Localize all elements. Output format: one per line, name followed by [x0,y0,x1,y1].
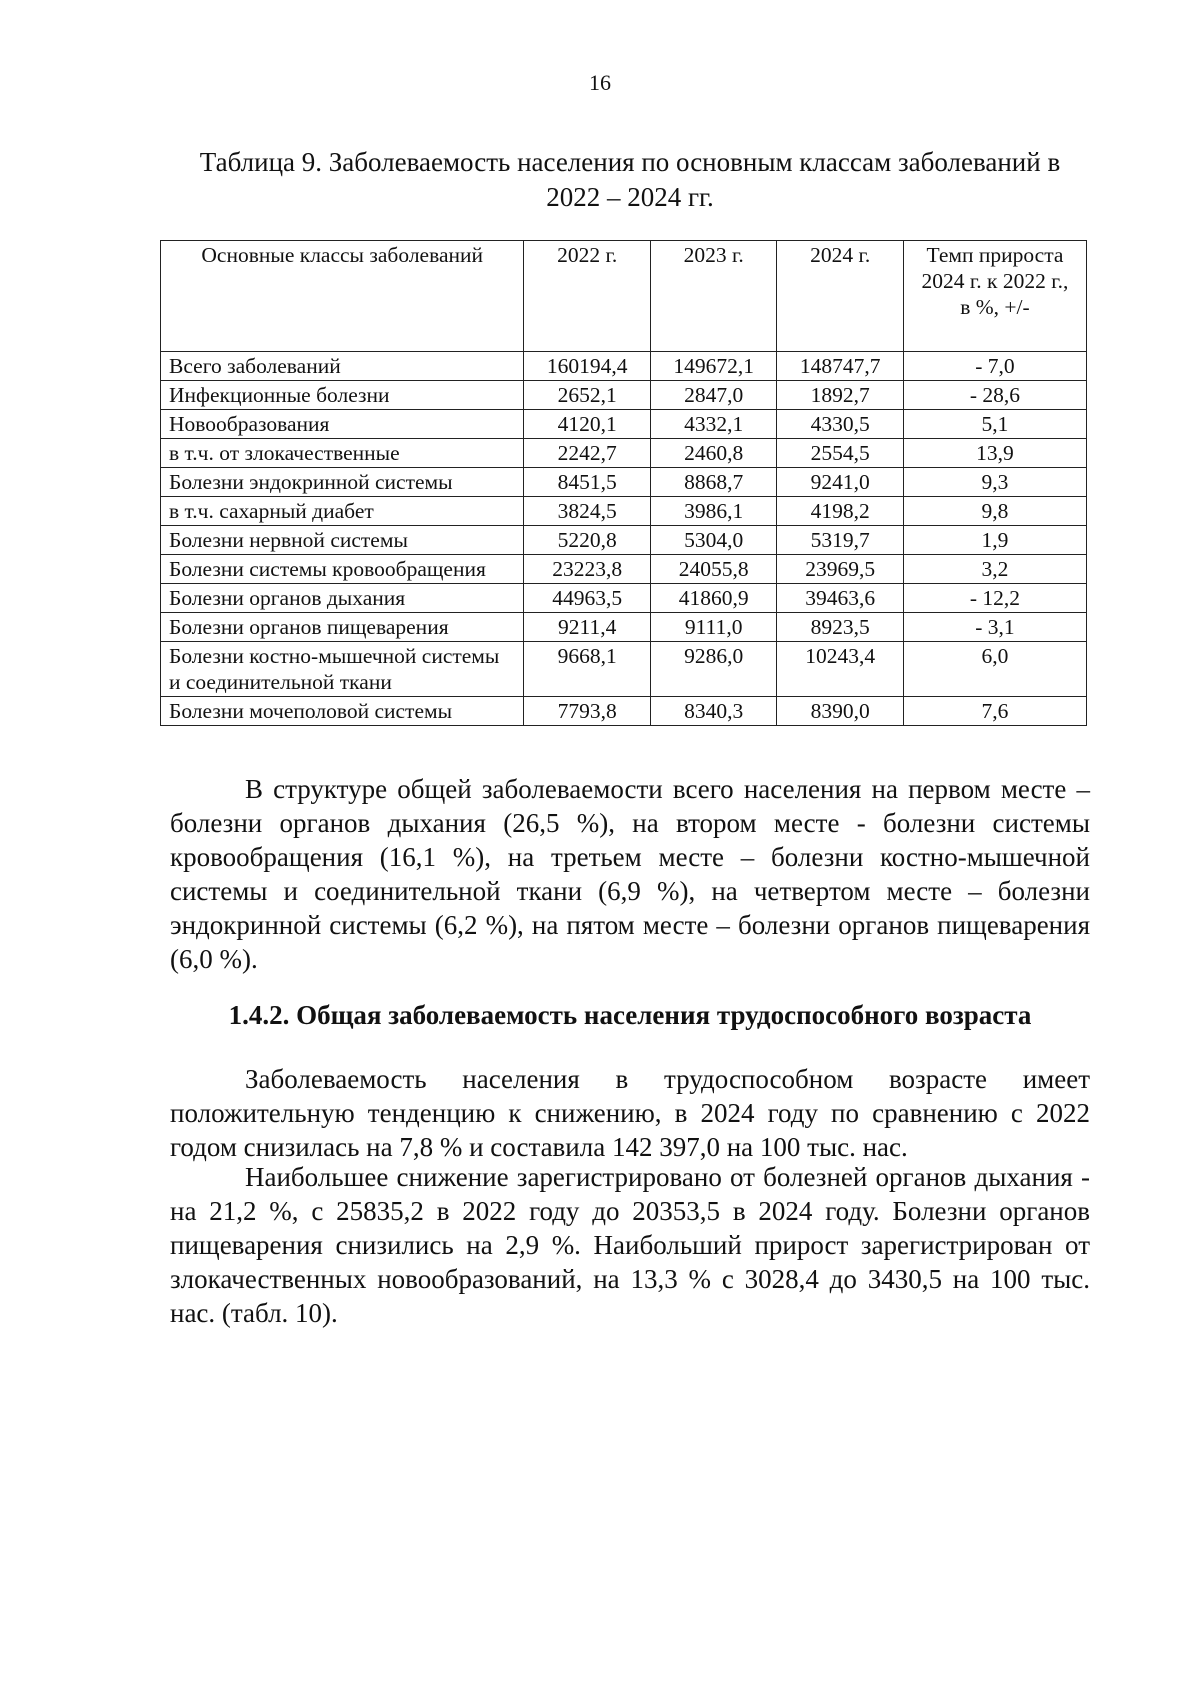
row-value-2023: 24055,8 [650,555,777,584]
row-value-2024: 23969,5 [777,555,904,584]
row-value-2022: 44963,5 [524,584,651,613]
row-disease-name: Болезни органов дыхания [161,584,524,613]
row-growth-rate: 9,3 [903,468,1086,497]
row-growth-rate: - 28,6 [903,381,1086,410]
header-growth-rate [903,241,1086,352]
row-value-2022: 8451,5 [524,468,651,497]
row-growth-rate: 9,8 [903,497,1086,526]
row-value-2023: 9286,0 [650,642,777,697]
row-value-2023: 149672,1 [650,352,777,381]
table-body [161,352,1087,726]
header-year-2023: 2023 г. [650,241,777,352]
row-value-2024: 4330,5 [777,410,904,439]
section-heading: 1.4.2. Общая заболеваемость населения трудоспособного возраста [228,1000,1032,1030]
header-disease-class: Основные классы заболеваний [161,241,524,352]
table-row [161,352,1087,381]
row-value-2024: 148747,7 [777,352,904,381]
table-row [161,468,1087,497]
row-value-2023: 41860,9 [650,584,777,613]
table-row [161,613,1087,642]
row-growth-rate: 1,9 [903,526,1086,555]
row-disease-name: Болезни мочеполовой системы [161,697,524,726]
table-row [161,497,1087,526]
row-value-2022: 3824,5 [524,497,651,526]
row-growth-rate: - 12,2 [903,584,1086,613]
table-row [161,381,1087,410]
row-value-2023: 8868,7 [650,468,777,497]
row-value-2023: 5304,0 [650,526,777,555]
structure-paragraph: В структуре общей заболеваемости всего населения на первом месте – болезни органов дыхания (26,5 %), на втором месте - болезни системы кровообращения (16,1 %), на третьем месте – болезни костно-мышечной системы и соединительной ткани (6,9 %), на четвертом месте – болезни эндокринной системы (6,2 %), на пятом месте – болезни органов пищеварения (6,0 %). [170,774,1090,974]
row-disease-name: Болезни системы кровообращения [161,555,524,584]
row-disease-name: в т.ч. от злокачественные [161,439,524,468]
row-value-2022: 160194,4 [524,352,651,381]
row-growth-rate: 6,0 [903,642,1086,697]
row-value-2022: 2242,7 [524,439,651,468]
row-growth-rate: 3,2 [903,555,1086,584]
table-row [161,526,1087,555]
header-year-2022: 2022 г. [524,241,651,352]
row-value-2024: 39463,6 [777,584,904,613]
row-disease-name: Всего заболеваний [161,352,524,381]
row-value-2022: 7793,8 [524,697,651,726]
row-growth-rate: 13,9 [903,439,1086,468]
table-row [161,584,1087,613]
page-number: 16 [589,70,611,95]
row-disease-name: Болезни эндокринной системы [161,468,524,497]
row-value-2023: 2847,0 [650,381,777,410]
row-value-2023: 4332,1 [650,410,777,439]
table-header-row [161,241,1087,352]
row-disease-name: в т.ч. сахарный диабет [161,497,524,526]
row-value-2023: 3986,1 [650,497,777,526]
row-value-2024: 2554,5 [777,439,904,468]
row-value-2023: 2460,8 [650,439,777,468]
row-growth-rate: - 3,1 [903,613,1086,642]
row-disease-name: Новообразования [161,410,524,439]
morbidity-table [160,240,1087,726]
working-age-paragraph: Заболеваемость населения в трудоспособном возрасте имеет положительную тенденцию к снижению, в 2024 году по сравнению с 2022 годом снизилась на 7,8 % и составила 142 397,0 на 100 тыс. нас. [170,1064,1090,1162]
row-value-2022: 2652,1 [524,381,651,410]
row-value-2024: 5319,7 [777,526,904,555]
row-value-2023: 8340,3 [650,697,777,726]
header-growth-rate-title: Темп прироста 2024 г. к 2022 г., [921,243,1069,293]
row-disease-name: Болезни органов пищеварения [161,613,524,642]
decrease-paragraph: Наибольшее снижение зарегистрировано от болезней органов дыхания - на 21,2 %, с 25835,2 в 2022 году до 20353,5 в 2024 году. Болезни органов пищеварения снизились на 2,9 %. Наибольший прирост зарегистрирован от злокачественных новообразований, на 13,3 % с 3028,4 до 3430,5 на 100 тыс. нас. (табл. 10). [170,1162,1090,1328]
row-value-2022: 9668,1 [524,642,651,697]
table-caption: Таблица 9. Заболеваемость населения по основным классам заболеваний в 2022 – 2024 гг. [199,147,1061,212]
table-row [161,410,1087,439]
row-value-2024: 4198,2 [777,497,904,526]
row-value-2022: 4120,1 [524,410,651,439]
table-row [161,439,1087,468]
row-disease-name: Болезни нервной системы [161,526,524,555]
table-row [161,555,1087,584]
row-value-2024: 9241,0 [777,468,904,497]
row-value-2024: 8923,5 [777,613,904,642]
row-value-2024: 1892,7 [777,381,904,410]
row-value-2023: 9111,0 [650,613,777,642]
row-value-2024: 8390,0 [777,697,904,726]
row-growth-rate: 5,1 [903,410,1086,439]
row-disease-name: Болезни костно-мышечной системы и соединительной ткани [161,642,524,697]
header-growth-rate-unit: в %, +/- [960,295,1030,319]
row-value-2022: 9211,4 [524,613,651,642]
row-growth-rate: 7,6 [903,697,1086,726]
row-value-2022: 23223,8 [524,555,651,584]
table-row [161,642,1087,697]
row-disease-name: Инфекционные болезни [161,381,524,410]
row-value-2024: 10243,4 [777,642,904,697]
header-year-2024: 2024 г. [777,241,904,352]
row-value-2022: 5220,8 [524,526,651,555]
row-growth-rate: - 7,0 [903,352,1086,381]
table-row [161,697,1087,726]
